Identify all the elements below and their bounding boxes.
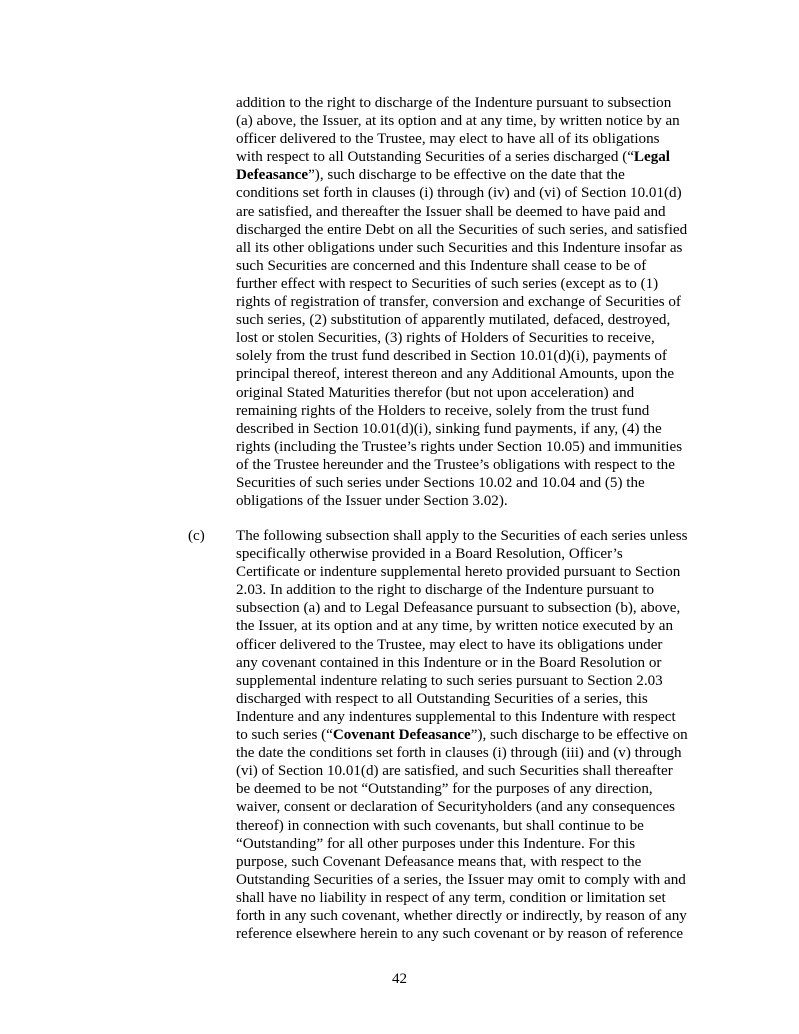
- text-line: obligations of the Issuer under Section 3.02).: [236, 493, 508, 510]
- text-line: [236, 148, 711, 166]
- defined-term-legal: Legal: [633, 149, 670, 166]
- text-line: Certificate or indenture supplemental hereto provided pursuant to Section: [236, 564, 681, 581]
- text-line: (vi) of Section 10.01(d) are satisfied, and such Securities shall thereafter: [236, 763, 673, 780]
- text-line: waiver, consent or declaration of Securityholders (and any consequences: [236, 799, 676, 816]
- text-line: addition to the right to discharge of the Indenture pursuant to subsection: [236, 95, 672, 111]
- paragraph-c-label: (c): [188, 528, 205, 544]
- text-line: Outstanding Securities of a series, the Issuer may omit to comply with and: [236, 871, 686, 888]
- text-line: Indenture and any indentures supplemental to this Indenture with respect: [236, 708, 676, 725]
- text-line: officer delivered to the Trustee, may elect to have all of its obligations: [236, 131, 660, 148]
- text-line: such Securities are concerned and this Indenture shall cease to be of: [236, 257, 647, 274]
- text-line: forth in any such covenant, whether directly or indirectly, by reason of any: [236, 907, 687, 924]
- text-line: are satisfied, and thereafter the Issuer shall be deemed to have paid and: [236, 203, 666, 220]
- text-line: 2.03. In addition to the right to discharge of the Indenture pursuant to: [236, 582, 655, 599]
- text-line: officer delivered to the Trustee, may elect to have its obligations under: [236, 636, 663, 653]
- text-line: (a) above, the Issuer, at its option and at any time, by written notice by an: [236, 113, 680, 130]
- text-line: be deemed to be not “Outstanding” for the purposes of any direction,: [236, 781, 653, 798]
- text-line: reference elsewhere herein to any such covenant or by reason of reference: [236, 926, 684, 943]
- text-line: [236, 166, 711, 184]
- text-segment: ”), such discharge to be effective on the date that the: [308, 167, 625, 184]
- text-segment: to such series (“: [236, 727, 333, 744]
- paragraph-b-continuation: [236, 94, 711, 510]
- text-line: purpose, such Covenant Defeasance means that, with respect to the: [236, 853, 642, 870]
- text-line: the date the conditions set forth in clauses (i) through (iii) and (v) through: [236, 745, 682, 762]
- text-line: conditions set forth in clauses (i) through (iv) and (vi) of Section 10.01(d): [236, 185, 682, 202]
- paragraph-c: [236, 527, 711, 943]
- text-line: the Issuer, at its option and at any time, by written notice executed by an: [236, 618, 673, 635]
- text-line: such series, (2) substitution of apparently mutilated, defaced, destroyed,: [236, 312, 671, 329]
- text-line: thereof) in connection with such covenants, but shall continue to be: [236, 817, 644, 834]
- text-line: remaining rights of the Holders to receive, solely from the trust fund: [236, 402, 650, 419]
- text-segment: with respect to all Outstanding Securities of a series discharged (“: [236, 149, 634, 166]
- text-line: of the Trustee hereunder and the Trustee’s obligations with respect to the: [236, 456, 675, 473]
- text-line: The following subsection shall apply to the Securities of each series unless: [236, 528, 688, 544]
- text-segment: ”), such discharge to be effective on: [470, 727, 688, 744]
- text-line: solely from the trust fund described in Section 10.01(d)(i), payments of: [236, 348, 667, 365]
- text-line: supplemental indenture relating to such series pursuant to Section 2.03: [236, 672, 663, 689]
- text-line: Securities of such series under Sections 10.02 and 10.04 and (5) the: [236, 474, 645, 491]
- text-line: any covenant contained in this Indenture or in the Board Resolution or: [236, 654, 662, 671]
- text-line: discharged the entire Debt on all the Securities of such series, and satisfied: [236, 221, 688, 238]
- text-line: described in Section 10.01(d)(i), sinking fund payments, if any, (4) the: [236, 420, 662, 437]
- text-line: discharged with respect to all Outstanding Securities of a series, this: [236, 690, 648, 707]
- text-line: shall have no liability in respect of any term, condition or limitation set: [236, 889, 666, 906]
- text-line: further effect with respect to Securities of such series (except as to (1): [236, 275, 659, 292]
- text-line: rights (including the Trustee’s rights under Section 10.05) and immunities: [236, 438, 683, 455]
- text-line: principal thereof, interest thereon and any Additional Amounts, upon the: [236, 366, 675, 383]
- text-line: subsection (a) and to Legal Defeasance pursuant to subsection (b), above,: [236, 600, 681, 617]
- text-line: “Outstanding” for all other purposes under this Indenture. For this: [236, 835, 636, 852]
- text-line: original Stated Maturities therefor (but not upon acceleration) and: [236, 384, 635, 401]
- text-line: lost or stolen Securities, (3) rights of Holders of Securities to receive,: [236, 330, 655, 347]
- text-line: all its other obligations under such Securities and this Indenture insofar as: [236, 239, 683, 256]
- defined-term-defeasance: Defeasance: [236, 167, 309, 184]
- page-number: 42: [391, 971, 408, 987]
- text-line: rights of registration of transfer, conversion and exchange of Securities of: [236, 294, 681, 311]
- defined-term-covenant-defeasance: Covenant Defeasance: [332, 727, 471, 744]
- text-line: specifically otherwise provided in a Board Resolution, Officer’s: [236, 546, 623, 563]
- text-line: [236, 726, 711, 744]
